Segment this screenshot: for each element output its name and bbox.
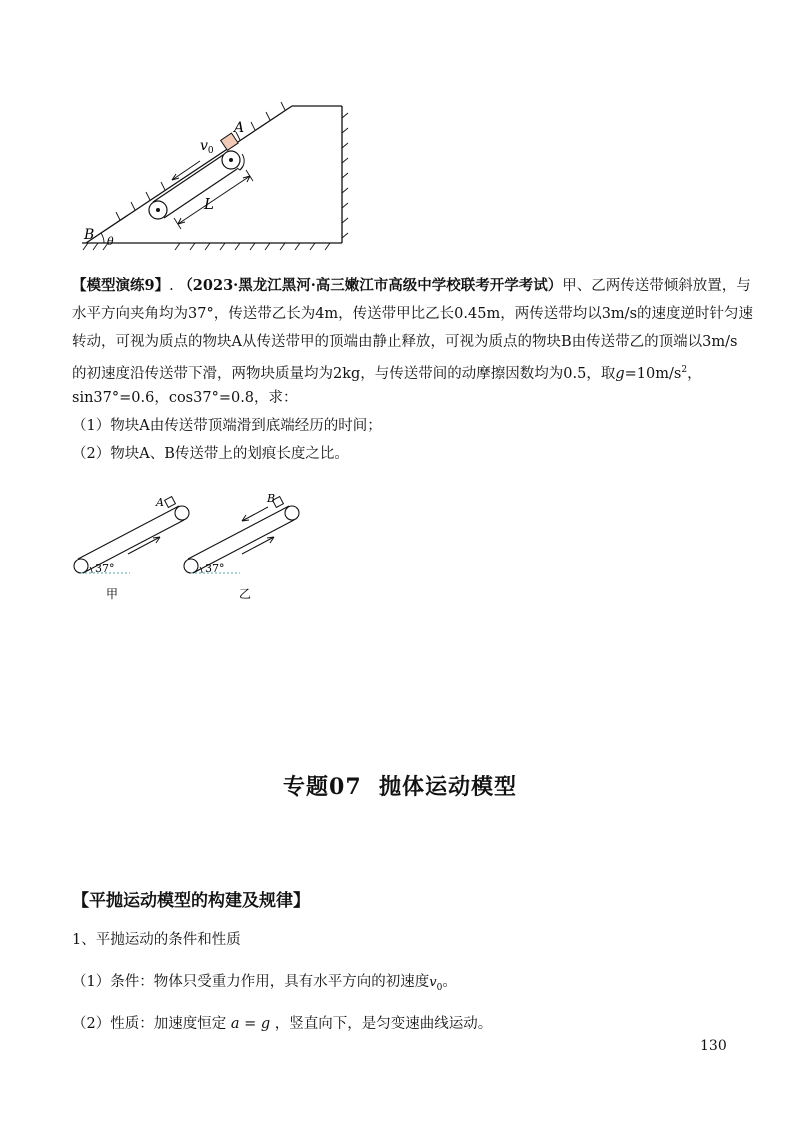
problem-line-3: 转动，可视为质点的物块A从传送带甲的顶端由静止释放，可视为质点的物块B由传送带乙的顶端以3m/s — [72, 334, 738, 350]
page-number: 130 — [700, 1038, 727, 1054]
item-1: 1、平抛运动的条件和性质 — [72, 932, 241, 948]
block-a-label: A — [156, 496, 164, 509]
conveyor-jia — [74, 496, 189, 601]
label-v0: $v_0$ — [200, 138, 214, 156]
incline-conveyor-figure — [80, 98, 360, 258]
chapter-title: 专题07 抛体运动模型 — [283, 774, 517, 800]
conveyor-yi — [184, 492, 299, 601]
two-conveyors-figure — [70, 488, 310, 608]
formula-a-eq-g: a = g — [230, 1016, 271, 1032]
problem-source: （2023·黑龙江黑河·高三嫩江市高级中学校联考开学考试） — [178, 277, 563, 294]
question-1: （1）物块A由传送带顶端滑到底端经历的时间； — [72, 418, 382, 434]
question-2: （2）物块A、B传送带上的划痕长度之比。 — [72, 446, 349, 462]
property-line: （2）性质：加速度恒定 a = g ，竖直向下，是匀变速曲线运动。 — [72, 1016, 493, 1032]
caption-yi: 乙 — [239, 587, 252, 601]
label-a: A — [234, 120, 245, 136]
condition-line: （1）条件：物体只受重力作用，具有水平方向的初速度$v_0$。 — [72, 974, 457, 993]
label-theta: θ — [107, 235, 114, 248]
problem-line-5: sin37°=0.6，cos37°=0.8，求： — [72, 390, 298, 406]
label-l: L — [204, 195, 214, 213]
section-heading: 【平抛运动模型的构建及规律】 — [72, 891, 310, 911]
angle-jia: 37° — [95, 562, 115, 575]
problem-tag: 【模型演练9】 — [72, 277, 170, 294]
problem-line-4: 的初速度沿传送带下滑，两物块质量均为2kg，与传送带间的动摩擦因数均为0.5，取$g=10m/s^2$， — [72, 365, 702, 382]
angle-yi: 37° — [205, 562, 225, 575]
block-b-label: B — [267, 492, 276, 505]
caption-jia: 甲 — [106, 587, 119, 601]
problem-line-2: 水平方向夹角均为37°，传送带乙长为4m，传送带甲比乙长0.45m，两传送带均以3m/s的速度逆时针匀速 — [72, 306, 754, 322]
problem-line-1: 【模型演练9】. （2023·黑龙江黑河·高三嫩江市高级中学校联考开学考试）甲、乙两传送带倾斜放置，与 — [72, 277, 751, 294]
label-b: B — [84, 227, 95, 243]
